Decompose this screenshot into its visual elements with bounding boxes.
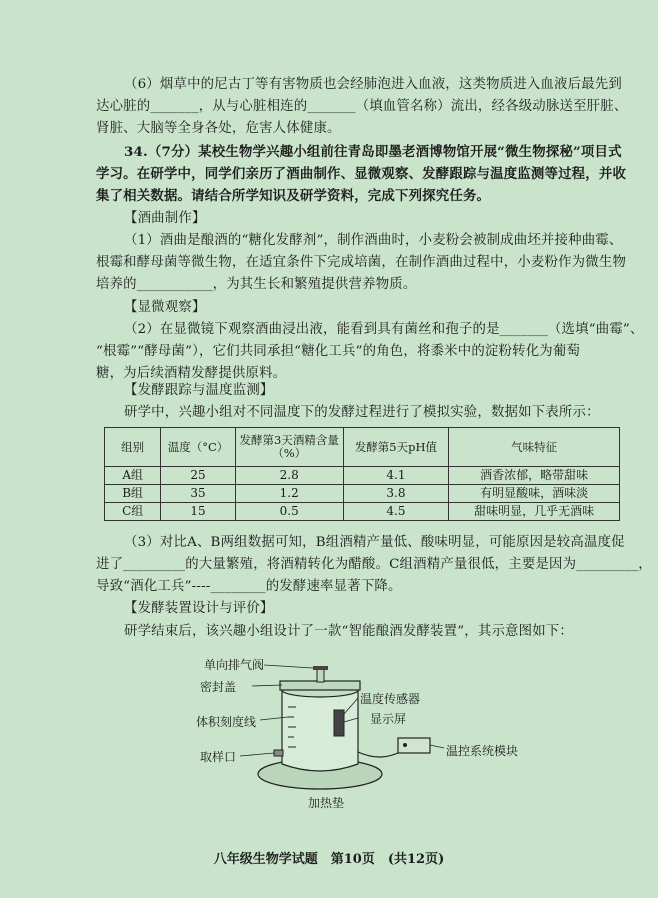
table-cell: 25 bbox=[161, 467, 235, 485]
table-header: 温度（°C） bbox=[161, 428, 235, 467]
table-cell: 4.5 bbox=[343, 503, 449, 521]
table-cell: 0.5 bbox=[235, 503, 343, 521]
text-line: 研学结束后，该兴趣小组设计了一款“智能酿酒发酵装置”，其示意图如下： bbox=[124, 624, 573, 639]
table-header: 气味特征 bbox=[449, 428, 620, 467]
text-line: （1）酒曲是酿酒的“糖化发酵剂”，制作酒曲时，小麦粉会被制成曲坯并接种曲霉、 bbox=[124, 233, 623, 248]
question-34-title: 34.（7分）某校生物学兴趣小组前往青岛即墨老酒博物馆开展“微生物探秘”项目式 bbox=[124, 144, 622, 160]
table-header: 发酵第3天酒精含量（%） bbox=[235, 428, 343, 467]
page-footer: 八年级生物学试题 第10页 (共12页) bbox=[213, 852, 445, 867]
table-cell: 2.8 bbox=[235, 467, 343, 485]
label-sampling-port: 取样口 bbox=[200, 750, 237, 764]
label-lid: 密封盖 bbox=[200, 680, 237, 694]
text-line: 达心脏的_______，从与心脏相连的_______（填血管名称）流出，经各级动脉送至肝脏、 bbox=[96, 99, 628, 114]
label-temperature-sensor: 温度传感器 bbox=[360, 692, 421, 706]
text-line: 糖，为后续酒精发酵提供原料。 bbox=[96, 366, 287, 381]
table-header: 组别 bbox=[105, 428, 161, 467]
table-header: 发酵第5天pH值 bbox=[343, 428, 449, 467]
section-heading: 【酒曲制作】 bbox=[124, 211, 206, 226]
text-line: 培养的___________，为其生长和繁殖提供营养物质。 bbox=[96, 277, 417, 292]
text-line: 导致“酒化工兵”----________的发酵速率显著下降。 bbox=[96, 579, 402, 594]
table-cell: B组 bbox=[105, 485, 161, 503]
section-heading: 【发酵装置设计与评价】 bbox=[124, 601, 274, 616]
table-cell: A组 bbox=[105, 467, 161, 485]
table-row bbox=[105, 467, 620, 485]
table-cell: 3.8 bbox=[343, 485, 449, 503]
label-scale: 体积刻度线 bbox=[196, 715, 257, 729]
fermentation-device-diagram bbox=[196, 652, 519, 822]
table-cell: 4.1 bbox=[343, 467, 449, 485]
device-drawing bbox=[200, 652, 500, 822]
table-row bbox=[105, 503, 620, 521]
text-line: 研学中，兴趣小组对不同温度下的发酵过程进行了模拟实验，数据如下表所示： bbox=[124, 405, 600, 420]
section-heading: 【显微观察】 bbox=[124, 300, 206, 315]
text-line: 肾脏、大脑等全身各处，危害人体健康。 bbox=[96, 121, 341, 136]
label-heating-pad: 加热垫 bbox=[308, 796, 345, 810]
table-cell: 甜味明显，几乎无酒味 bbox=[449, 503, 620, 521]
table-row bbox=[105, 485, 620, 503]
table-cell: 1.2 bbox=[235, 485, 343, 503]
table-header-row bbox=[105, 428, 620, 467]
table-cell: 35 bbox=[161, 485, 235, 503]
text-line: 进了_________的大量繁殖，将酒精转化为醋酸。C组酒精产量很低，主要是因为_________， bbox=[96, 557, 652, 572]
data-table bbox=[104, 427, 620, 521]
text-line: 集了相关数据。请结合所学知识及研学资料，完成下列探究任务。 bbox=[96, 188, 491, 204]
label-display: 显示屏 bbox=[370, 712, 407, 726]
section-heading: 【发酵跟踪与温度监测】 bbox=[124, 383, 274, 398]
text-line: （2）在显微镜下观察酒曲浸出液，能看到具有菌丝和孢子的是_______（选填“曲霉”、 bbox=[124, 322, 644, 337]
label-control-module: 温控系统模块 bbox=[446, 744, 519, 758]
table-cell: 15 bbox=[161, 503, 235, 521]
text-line: 根霉和酵母菌等微生物，在适宜条件下完成培菌，在制作酒曲过程中，小麦粉作为微生物 bbox=[96, 255, 627, 270]
label-valve: 单向排气阀 bbox=[204, 658, 265, 672]
text-line: 学习。在研学中，同学们亲历了酒曲制作、显微观察、发酵跟踪与温度监测等过程，并收 bbox=[96, 166, 627, 182]
text-line: （6）烟草中的尼古丁等有害物质也会经肺泡进入血液，这类物质进入血液后最先到 bbox=[124, 77, 622, 92]
table-cell: C组 bbox=[105, 503, 161, 521]
text-line: “根霉”“酵母菌”），它们共同承担“糖化工兵”的角色，将黍米中的淀粉转化为葡萄 bbox=[96, 344, 581, 359]
text-line: （3）对比A、B两组数据可知，B组酒精产量低、酸味明显，可能原因是较高温度促 bbox=[124, 535, 625, 550]
table-cell: 有明显酸味，酒味淡 bbox=[449, 485, 620, 503]
table-cell: 酒香浓郁，略带甜味 bbox=[449, 467, 620, 485]
